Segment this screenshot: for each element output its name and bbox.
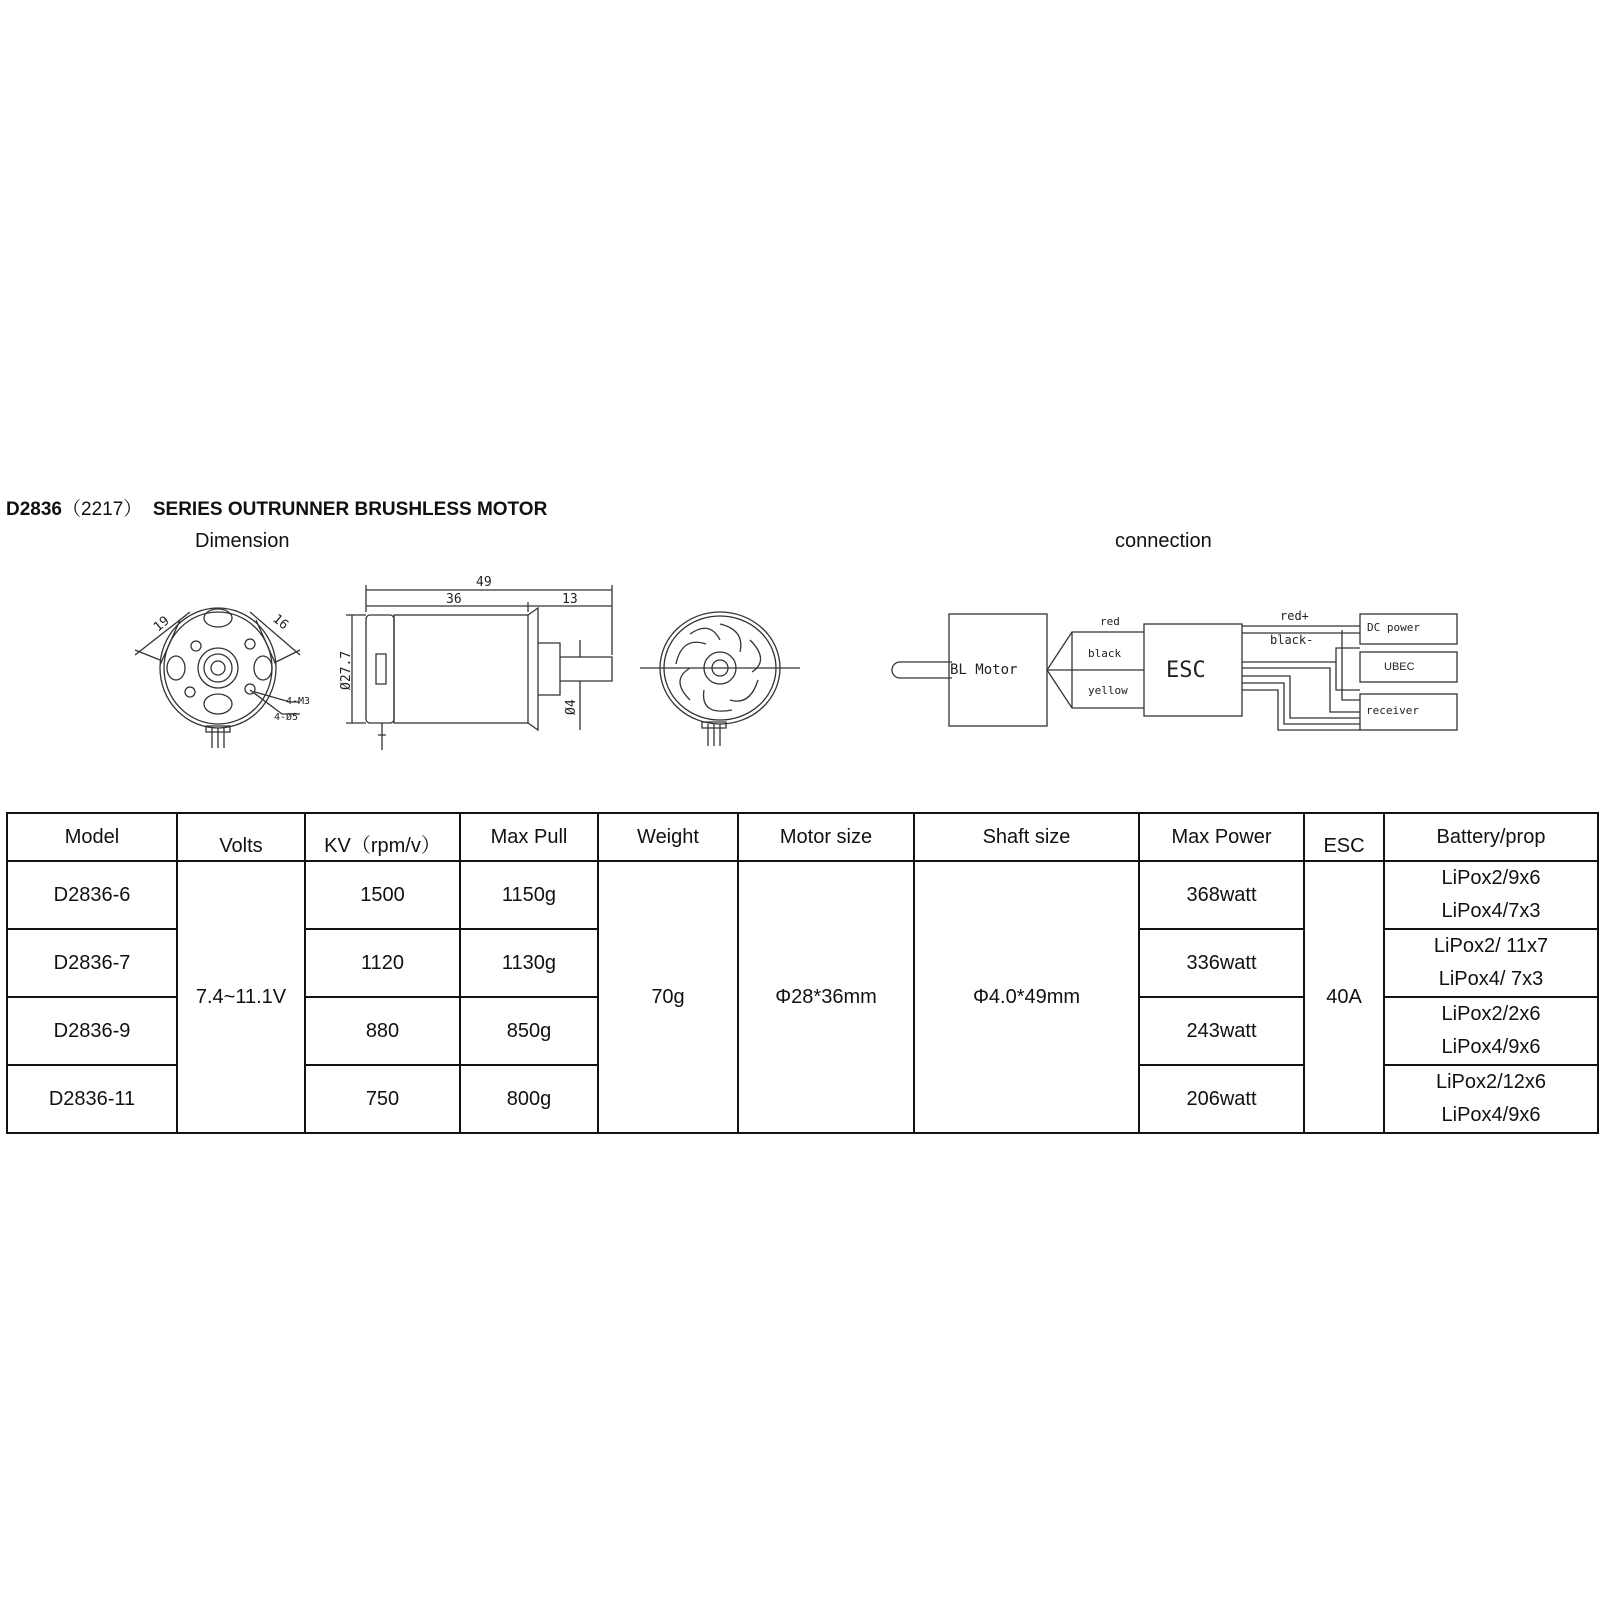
dim-length-shaft: 13 [562,592,578,607]
table-row [7,861,1598,929]
cell-battery-prop [1384,861,1598,929]
cell-max-power: 368watt [1139,861,1304,929]
cell-model: D2836-6 [7,861,177,929]
dim-thread-note: 4-M3 [286,696,311,707]
header-model: Model [7,813,177,861]
spec-table [6,812,1599,1134]
conn-wire-black: black [1088,647,1122,660]
conn-wire-power-positive: red+ [1280,609,1309,623]
title-model-code: （2217） [62,499,143,520]
dim-diameter-shaft: Ø4 [564,699,579,715]
cell-kv: 1500 [305,861,460,929]
header-battery-prop: Battery/prop [1384,813,1598,861]
cell-esc: 40A [1304,861,1384,1133]
cell-battery-prop [1384,997,1598,1065]
header-kv: KV（rpm/v） [305,813,460,861]
cell-max-power: 243watt [1139,997,1304,1065]
motor-side-view [346,585,612,750]
conn-esc-label: ESC [1166,658,1206,683]
dimension-heading: Dimension [195,530,290,552]
conn-wire-power-negative: black- [1270,633,1314,647]
header-weight: Weight [598,813,738,861]
dim-hole-spacing-right: 16 [269,611,292,634]
cell-shaft-size: Φ4.0*49mm [914,861,1139,1133]
battery-prop-line-1: LiPox2/2x6 [1441,1003,1541,1025]
cell-max-pull: 1150g [460,861,598,929]
cell-max-pull: 1130g [460,929,598,997]
header-motor-size: Motor size [738,813,914,861]
cell-motor-size: Φ28*36mm [738,861,914,1133]
title-series: SERIES OUTRUNNER BRUSHLESS MOTOR [152,499,548,520]
conn-wire-yellow: yellow [1088,684,1128,697]
dim-hole-spacing-left: 19 [150,613,173,636]
title-model: D2836 [6,499,62,520]
header-max-power: Max Power [1139,813,1304,861]
conn-receiver-label: receiver [1366,704,1419,717]
battery-prop-line-2: LiPox4/7x3 [1441,900,1541,922]
conn-motor-label: BL Motor [950,662,1018,678]
conn-dc-power-label: DC power [1367,621,1420,634]
battery-prop-line-1: LiPox2/ 11x7 [1433,935,1549,957]
dim-hole-note: 4-Ø5 [274,712,299,723]
cell-model: D2836-7 [7,929,177,997]
cell-max-pull: 800g [460,1065,598,1133]
cell-volts: 7.4~11.1V [177,861,305,1133]
header-esc: ESC [1304,813,1384,861]
cell-weight: 70g [598,861,738,1133]
cell-model: D2836-11 [7,1065,177,1133]
conn-ubec-label: UBEC [1384,661,1415,673]
dim-length-total: 49 [476,575,492,590]
cell-max-power: 336watt [1139,929,1304,997]
battery-prop-line-1: LiPox2/12x6 [1435,1071,1547,1093]
cell-kv: 750 [305,1065,460,1133]
cell-max-pull: 850g [460,997,598,1065]
cell-battery-prop [1384,1065,1598,1133]
battery-prop-line-2: LiPox4/9x6 [1441,1104,1541,1126]
dim-length-body: 36 [446,592,462,607]
connection-heading: connection [1115,530,1212,552]
battery-prop-line-2: LiPox4/ 7x3 [1438,968,1544,990]
conn-wire-red: red [1100,615,1120,628]
header-volts: Volts [177,813,305,861]
battery-prop-line-2: LiPox4/9x6 [1441,1036,1541,1058]
cell-max-power: 206watt [1139,1065,1304,1133]
technical-drawings [0,0,1600,790]
header-shaft-size: Shaft size [914,813,1139,861]
motor-rear-view [640,612,800,746]
cell-kv: 880 [305,997,460,1065]
cell-battery-prop [1384,929,1598,997]
battery-prop-line-1: LiPox2/9x6 [1441,867,1541,889]
table-header-row [7,813,1598,861]
cell-kv: 1120 [305,929,460,997]
dim-diameter-body: Ø27.7 [339,650,354,690]
cell-model: D2836-9 [7,997,177,1065]
header-max-pull: Max Pull [460,813,598,861]
